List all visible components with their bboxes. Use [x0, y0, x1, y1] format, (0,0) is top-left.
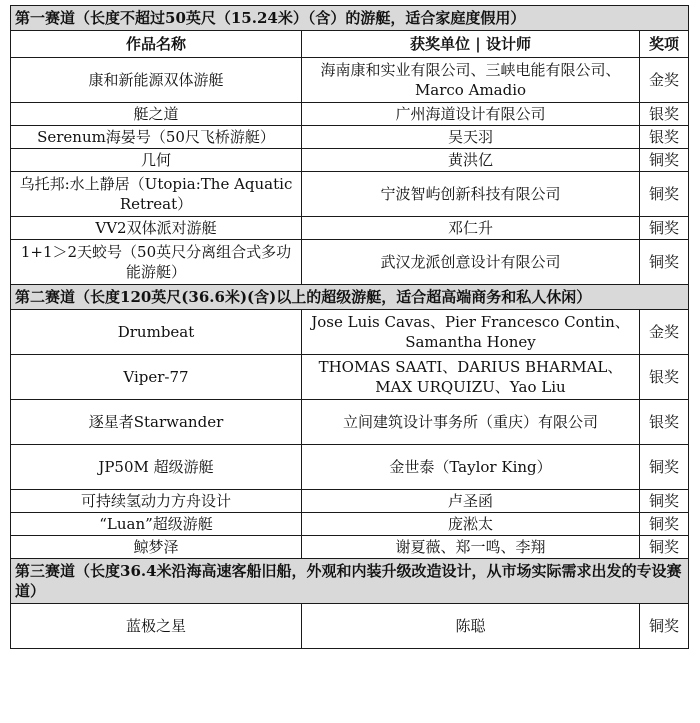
winner-name: 海南康和实业有限公司、三峡电能有限公司、Marco Amadio	[302, 58, 640, 103]
award-level: 铜奖	[640, 513, 689, 536]
work-name: Viper-77	[11, 355, 302, 400]
work-name: 1+1＞2天蛟号（50英尺分离组合式多功能游艇）	[11, 240, 302, 285]
award-level: 铜奖	[640, 490, 689, 513]
work-name: 蓝极之星	[11, 604, 302, 649]
table-row	[11, 604, 689, 649]
table-row	[11, 400, 689, 445]
award-level: 金奖	[640, 58, 689, 103]
table-row	[11, 103, 689, 126]
winner-name: 金世泰（Taylor King）	[302, 445, 640, 490]
work-name: 乌托邦:水上静居（Utopia:The Aquatic Retreat）	[11, 172, 302, 217]
work-name: 康和新能源双体游艇	[11, 58, 302, 103]
work-name: Serenum海晏号（50尺飞桥游艇）	[11, 126, 302, 149]
section-title: 第三赛道（长度36.4米沿海高速客船旧船，外观和内装升级改造设计，从市场实际需求出发的专设赛道）	[11, 559, 689, 604]
winner-name: 陈聪	[302, 604, 640, 649]
awards-table-container	[10, 5, 688, 649]
work-name: 几何	[11, 149, 302, 172]
table-row	[11, 536, 689, 559]
award-level: 铜奖	[640, 172, 689, 217]
section-title: 第二赛道（长度120英尺(36.6米)(含)以上的超级游艇，适合超高端商务和私人休闲）	[11, 285, 689, 310]
table-row	[11, 126, 689, 149]
table-row	[11, 445, 689, 490]
awards-table	[10, 5, 689, 649]
winner-name: 吴天羽	[302, 126, 640, 149]
winner-name: 庞淞太	[302, 513, 640, 536]
work-name: Drumbeat	[11, 310, 302, 355]
work-name: 艇之道	[11, 103, 302, 126]
winner-name: 广州海道设计有限公司	[302, 103, 640, 126]
award-level: 铜奖	[640, 240, 689, 285]
work-name: JP50M 超级游艇	[11, 445, 302, 490]
award-level: 银奖	[640, 103, 689, 126]
section-title: 第一赛道（长度不超过50英尺（15.24米）（含）的游艇，适合家庭度假用）	[11, 6, 689, 31]
table-row	[11, 172, 689, 217]
award-level: 金奖	[640, 310, 689, 355]
section-header-row	[11, 6, 689, 31]
work-name: 可持续氢动力方舟设计	[11, 490, 302, 513]
award-level: 铜奖	[640, 217, 689, 240]
table-row	[11, 149, 689, 172]
table-row	[11, 217, 689, 240]
award-level: 铜奖	[640, 604, 689, 649]
award-level: 铜奖	[640, 536, 689, 559]
winner-name: 黄洪亿	[302, 149, 640, 172]
column-header-winner: 获奖单位 | 设计师	[302, 31, 640, 58]
award-level: 铜奖	[640, 445, 689, 490]
work-name: 鲸梦泽	[11, 536, 302, 559]
award-level: 铜奖	[640, 149, 689, 172]
work-name: VV2双体派对游艇	[11, 217, 302, 240]
award-level: 银奖	[640, 355, 689, 400]
winner-name: Jose Luis Cavas、Pier Francesco Contin、Samantha Honey	[302, 310, 640, 355]
section-header-row	[11, 285, 689, 310]
column-header-name: 作品名称	[11, 31, 302, 58]
table-row	[11, 513, 689, 536]
winner-name: 谢夏薇、郑一鸣、李翔	[302, 536, 640, 559]
winner-name: 邓仁升	[302, 217, 640, 240]
award-level: 银奖	[640, 126, 689, 149]
winner-name: THOMAS SAATI、DARIUS BHARMAL、MAX URQUIZU、Yao Liu	[302, 355, 640, 400]
work-name: 逐星者Starwander	[11, 400, 302, 445]
column-header-row	[11, 31, 689, 58]
column-header-award: 奖项	[640, 31, 689, 58]
award-level: 银奖	[640, 400, 689, 445]
table-row	[11, 355, 689, 400]
awards-table-body	[11, 6, 689, 649]
table-row	[11, 58, 689, 103]
table-row	[11, 310, 689, 355]
winner-name: 立间建筑设计事务所（重庆）有限公司	[302, 400, 640, 445]
table-row	[11, 490, 689, 513]
work-name: “Luan”超级游艇	[11, 513, 302, 536]
table-row	[11, 240, 689, 285]
section-header-row	[11, 559, 689, 604]
winner-name: 卢圣函	[302, 490, 640, 513]
winner-name: 宁波智屿创新科技有限公司	[302, 172, 640, 217]
winner-name: 武汉龙派创意设计有限公司	[302, 240, 640, 285]
